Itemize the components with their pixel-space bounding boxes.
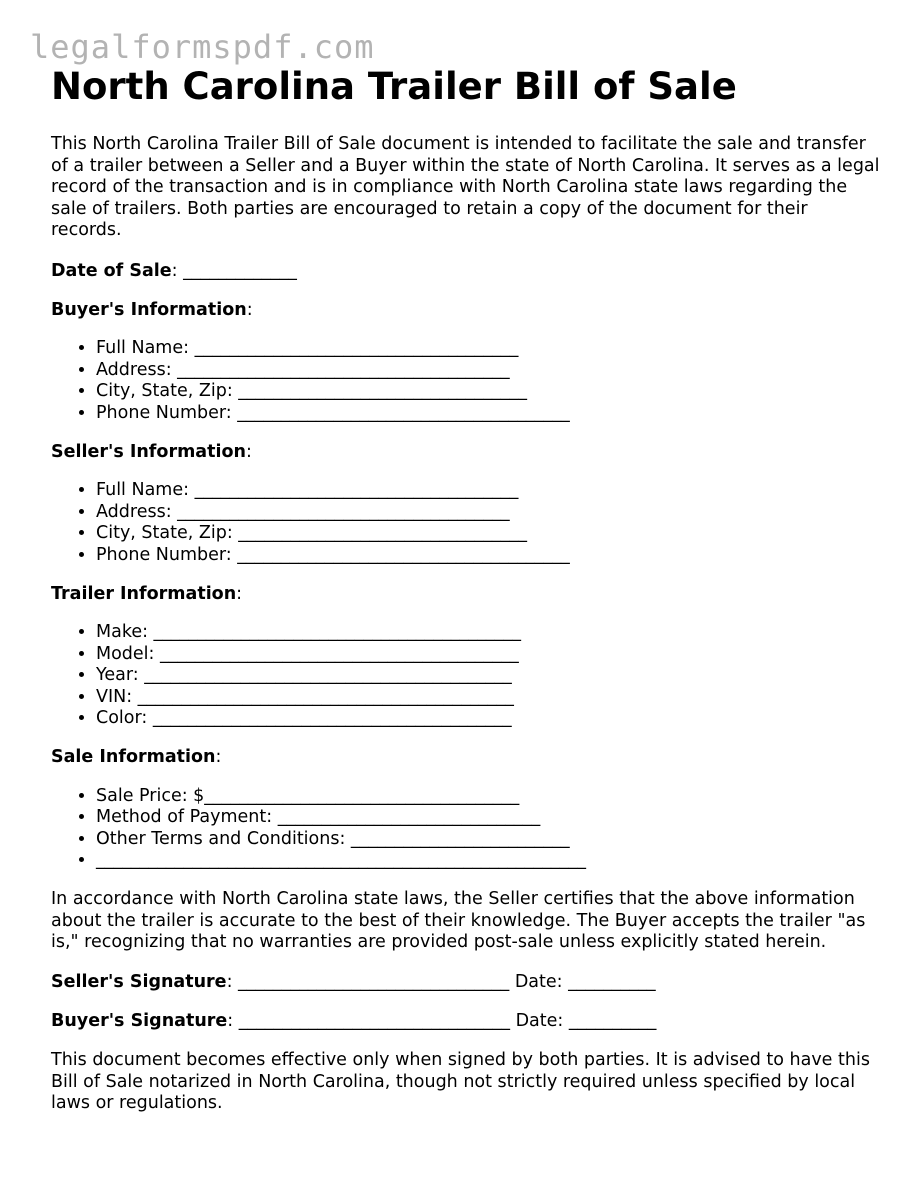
document-title: North Carolina Trailer Bill of Sale <box>51 65 737 108</box>
trailer-model-field[interactable]: • Model: _________________________________________ <box>96 644 881 666</box>
trailer-color-field[interactable]: • Color: _________________________________________ <box>96 708 881 730</box>
intro-paragraph: This North Carolina Trailer Bill of Sale document is intended to facilitate the sale and transfer of a trailer between a Seller and a Buyer within the state of North Carolina. It serves as a legal record of the transaction and is in compliance with North Carolina state laws regarding the sale of trailers. Both parties are encouraged to retain a copy of the document for their records. <box>51 134 880 241</box>
watermark: legalformspdf.com <box>30 28 375 66</box>
buyer-city-state-zip-field[interactable]: • City, State, Zip: _________________________________ <box>96 381 881 403</box>
closing-paragraph: This document becomes effective only when signed by both parties. It is advised to have this Bill of Sale notarized in North Carolina, though not strictly required unless specified by local laws or regulations. <box>51 1050 870 1114</box>
sale-section-heading <box>51 747 881 769</box>
buyer-address-field[interactable]: • Address: ______________________________________ <box>96 360 881 382</box>
buyer-heading-colon: : <box>246 299 253 320</box>
trailer-section-heading <box>51 584 881 606</box>
trailer-vin-field[interactable]: • VIN: ___________________________________________ <box>96 687 881 709</box>
buyer-section-heading <box>51 300 881 322</box>
seller-full-name-field[interactable]: • Full Name: _____________________________________ <box>96 480 881 502</box>
seller-city-state-zip-field[interactable]: • City, State, Zip: _________________________________ <box>96 523 881 545</box>
certification-paragraph: In accordance with North Carolina state laws, the Seller certifies that the above information about the trailer is accurate to the best of their knowledge. The Buyer accepts the trailer "as is," recognizing that no warranties are provided post-sale unless explicitly stated herein. <box>51 889 866 953</box>
buyer-signature-blank[interactable]: : _______________________________ Date: __________ <box>227 1011 657 1032</box>
seller-section-heading <box>51 442 881 464</box>
trailer-make-field[interactable]: • Make: __________________________________________ <box>96 622 881 644</box>
buyer-signature-line <box>51 1011 881 1033</box>
buyer-info-list <box>51 338 881 424</box>
sale-heading-text: Sale Information <box>51 747 216 768</box>
buyer-full-name-field[interactable]: • Full Name: _____________________________________ <box>96 338 881 360</box>
seller-phone-field[interactable]: • Phone Number: ______________________________________ <box>96 545 881 567</box>
seller-heading-colon: : <box>245 441 252 462</box>
trailer-heading-text: Trailer Information <box>51 583 237 604</box>
payment-method-field[interactable]: • Method of Payment: ______________________________ <box>96 807 881 829</box>
trailer-heading-colon: : <box>236 583 243 604</box>
seller-heading-text: Seller's Information <box>51 441 246 462</box>
seller-info-list <box>51 480 881 566</box>
document-page <box>51 64 881 1115</box>
date-of-sale-label: Date of Sale <box>51 260 172 281</box>
date-of-sale-field <box>51 261 881 283</box>
other-terms-field[interactable]: • Other Terms and Conditions: _________________________ <box>96 829 881 851</box>
buyer-phone-field[interactable]: • Phone Number: ______________________________________ <box>96 403 881 425</box>
buyer-signature-label: Buyer's Signature <box>51 1011 228 1032</box>
sale-info-list <box>51 786 881 872</box>
sale-heading-colon: : <box>215 747 222 768</box>
trailer-year-field[interactable]: • Year: __________________________________________ <box>96 665 881 687</box>
seller-signature-line <box>51 972 881 994</box>
seller-signature-label: Seller's Signature <box>51 971 227 992</box>
other-terms-continuation-field[interactable]: • ________________________________________________________ <box>96 850 881 872</box>
seller-address-field[interactable]: • Address: ______________________________________ <box>96 502 881 524</box>
trailer-info-list <box>51 622 881 730</box>
date-of-sale-blank[interactable]: : _____________ <box>171 260 297 281</box>
sale-price-field[interactable]: • Sale Price: $____________________________________ <box>96 786 881 808</box>
buyer-heading-text: Buyer's Information <box>51 299 247 320</box>
seller-signature-blank[interactable]: : _______________________________ Date: __________ <box>226 971 656 992</box>
